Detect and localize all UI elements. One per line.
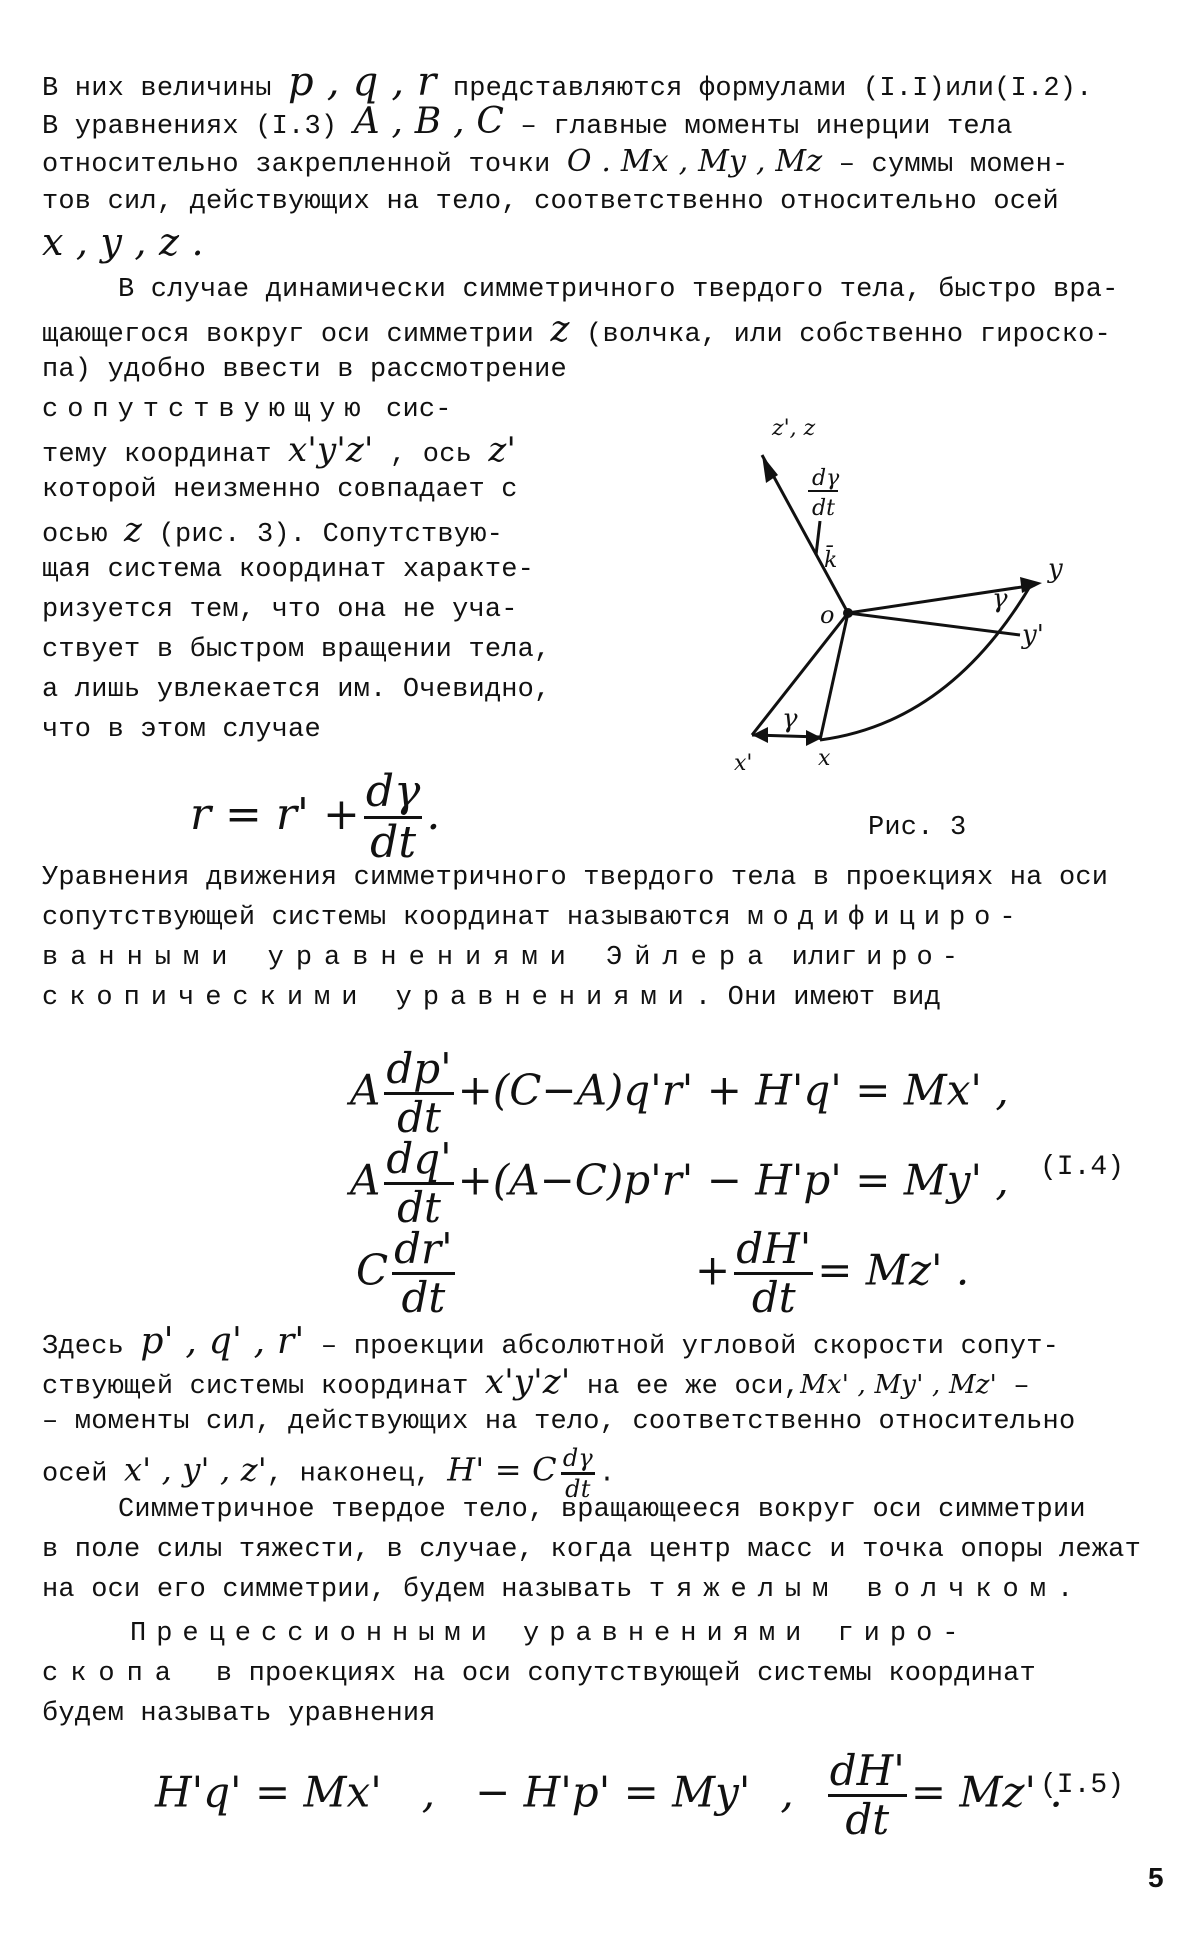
math-inline: A , B , C: [353, 101, 505, 142]
label-x-prime: x': [734, 751, 753, 776]
y-prime-axis-line: [848, 613, 1020, 635]
text-line: что в этом случае: [42, 715, 321, 745]
text-line: щающегося вокруг оси симметрии z (волчка, или собственно гироско-: [42, 309, 1111, 350]
text-line: на оси его симметрии, будем называть тяжелым волчком.: [42, 1575, 1074, 1605]
origin-point: [843, 608, 853, 618]
equation-1-4-row-1: A $\frac{dp'}{dt}$ +(C−A)q'r' + H'q' = Mx' ,: [350, 1044, 1009, 1142]
label-gamma-bottom: γ: [782, 704, 798, 734]
math-inline: z': [488, 430, 517, 470]
label-z: z', z: [772, 416, 816, 441]
equation-number: (I.5): [1040, 1770, 1125, 1801]
text-line: ствует в быстром вращении тела,: [42, 635, 551, 665]
spaced-term: модифициро-: [747, 903, 1025, 933]
text-line: [130, 1614, 968, 1654]
math-inline: x'y'z': [484, 1362, 571, 1402]
text-line: тему координат x'y'z' , ось z': [42, 430, 517, 470]
math-inline: Mx' , My' , Mz': [800, 1370, 998, 1400]
equation-number: (I.4): [1040, 1152, 1125, 1183]
text-line: осью z (рис. 3). Сопутствую-: [42, 510, 503, 550]
math-inline: p' , q' , r': [140, 1321, 305, 1362]
math-inline: p , q , r: [288, 59, 437, 105]
fraction: $\frac{d\gamma}{dt}$: [365, 766, 421, 868]
spaced-term: ванными уравнениями Эйлера: [42, 943, 776, 973]
x-prime-arrowhead: [752, 727, 768, 743]
label-dgamma: dγ: [812, 466, 840, 491]
text-line: В них величины p , q , r представляются формулами (I.I)или(I.2).: [42, 59, 1093, 105]
text-line: относительно закрепленной точки O . Mx , My , Mz – суммы момен-: [42, 144, 1069, 180]
label-dt: dt: [812, 496, 835, 521]
text-line: ризуется тем, что она не уча-: [42, 595, 518, 625]
math-inline: x , y , z .: [42, 220, 204, 264]
text-line: скопическими уравнениями. Они имеют вид: [42, 983, 941, 1013]
page-number: 5: [1148, 1862, 1164, 1893]
spaced-term: скопическими уравнениями: [42, 983, 695, 1013]
math-inline: H' = C: [447, 1450, 557, 1489]
text-line: которой неизменно совпадает с: [42, 475, 518, 505]
text-line: В случае динамически симметричного твердого тела, быстро вра-: [118, 275, 1119, 305]
math-inline: x'y'z': [288, 430, 374, 470]
figure-3-diagram: [720, 405, 1090, 785]
label-y: y: [1048, 554, 1063, 584]
text-line: щая система координат характе-: [42, 555, 535, 585]
text-line: ствующей системы координат x'y'z' на ее же оси,Mx' , My' , Mz' –: [42, 1362, 1030, 1402]
math-inline: z: [124, 510, 143, 550]
text-line: а лишь увлекается им. Очевидно,: [42, 675, 551, 705]
text-line: в поле силы тяжести, в случае, когда центр масс и точка опоры лежат: [42, 1535, 1141, 1565]
text-line: В уравнениях (I.3) A , B , C – главные моменты инерции тела: [42, 101, 1013, 142]
text-line: Уравнения движения симметричного твердого тела в проекциях на оси: [42, 863, 1109, 893]
text-line: тов сил, действующих на тело, соответственно относительно осей: [42, 187, 1059, 217]
spaced-term: тяжелым волчком: [648, 1575, 1057, 1605]
label-o: o: [820, 601, 835, 629]
text-line: осей x' , y' , z', наконец, H' = C $\frac{d\gamma}{dt}$ .: [42, 1444, 616, 1503]
equation-1-4-row-3-right: + $\frac{dH'}{dt}$ = Mz' .: [695, 1224, 970, 1322]
text-line: скопа в проекциях на оси сопутствующей системы координат: [42, 1659, 1036, 1689]
spaced-term: скопа: [42, 1659, 184, 1689]
math-inline: x' , y' , z': [124, 1450, 267, 1489]
spaced-term: гиро-: [840, 943, 967, 973]
k-mark: [816, 521, 820, 555]
text-line: – моменты сил, действующих на тело, соответственно относительно: [42, 1407, 1076, 1437]
label-x: x: [818, 746, 831, 771]
text-line: Симметричное твердое тело, вращающееся вокруг оси симметрии: [118, 1495, 1086, 1525]
text-line: ванными уравнениями Эйлера илигиро-: [42, 943, 967, 973]
spaced-term: сопутствующую: [42, 395, 370, 425]
label-k: k̄: [824, 548, 838, 573]
spaced-term: Прецессионными уравнениями гиро-: [130, 1619, 969, 1649]
text-line: Здесь p' , q' , r' – проекции абсолютной угловой скорости сопут-: [42, 1321, 1060, 1362]
math-inline: O . Mx , My , Mz: [566, 144, 823, 179]
figure-caption: Рис. 3: [868, 813, 967, 843]
text-line: сопутствующей системы координат называются модифициро-: [42, 903, 1025, 933]
text-line: па) удобно ввести в рассмотрение: [42, 355, 567, 385]
text-line: сопутствующую сис-: [42, 395, 452, 425]
text-line: будем называть уравнения: [42, 1699, 436, 1729]
label-gamma-right: γ: [992, 584, 1008, 614]
text-line: [42, 222, 204, 269]
equation-1-4-row-2: A $\frac{dq'}{dt}$ +(A−C)p'r' − H'p' = My' ,: [350, 1134, 1009, 1232]
fraction: $\frac{d\gamma}{dt}$: [562, 1444, 593, 1503]
formula-r: r = r' + $\frac{d\gamma}{dt}$ .: [190, 766, 441, 868]
equation-1-5: H'q' = Mx' , − H'p' = My' , $\frac{dH'}{dt}$ = Mz' .: [155, 1746, 1063, 1844]
x-arrowhead: [806, 730, 822, 746]
equation-1-4-row-3: C $\frac{dr'}{dt}$: [356, 1224, 453, 1322]
math-inline: z: [550, 309, 570, 350]
label-y-prime: y': [1022, 620, 1044, 650]
